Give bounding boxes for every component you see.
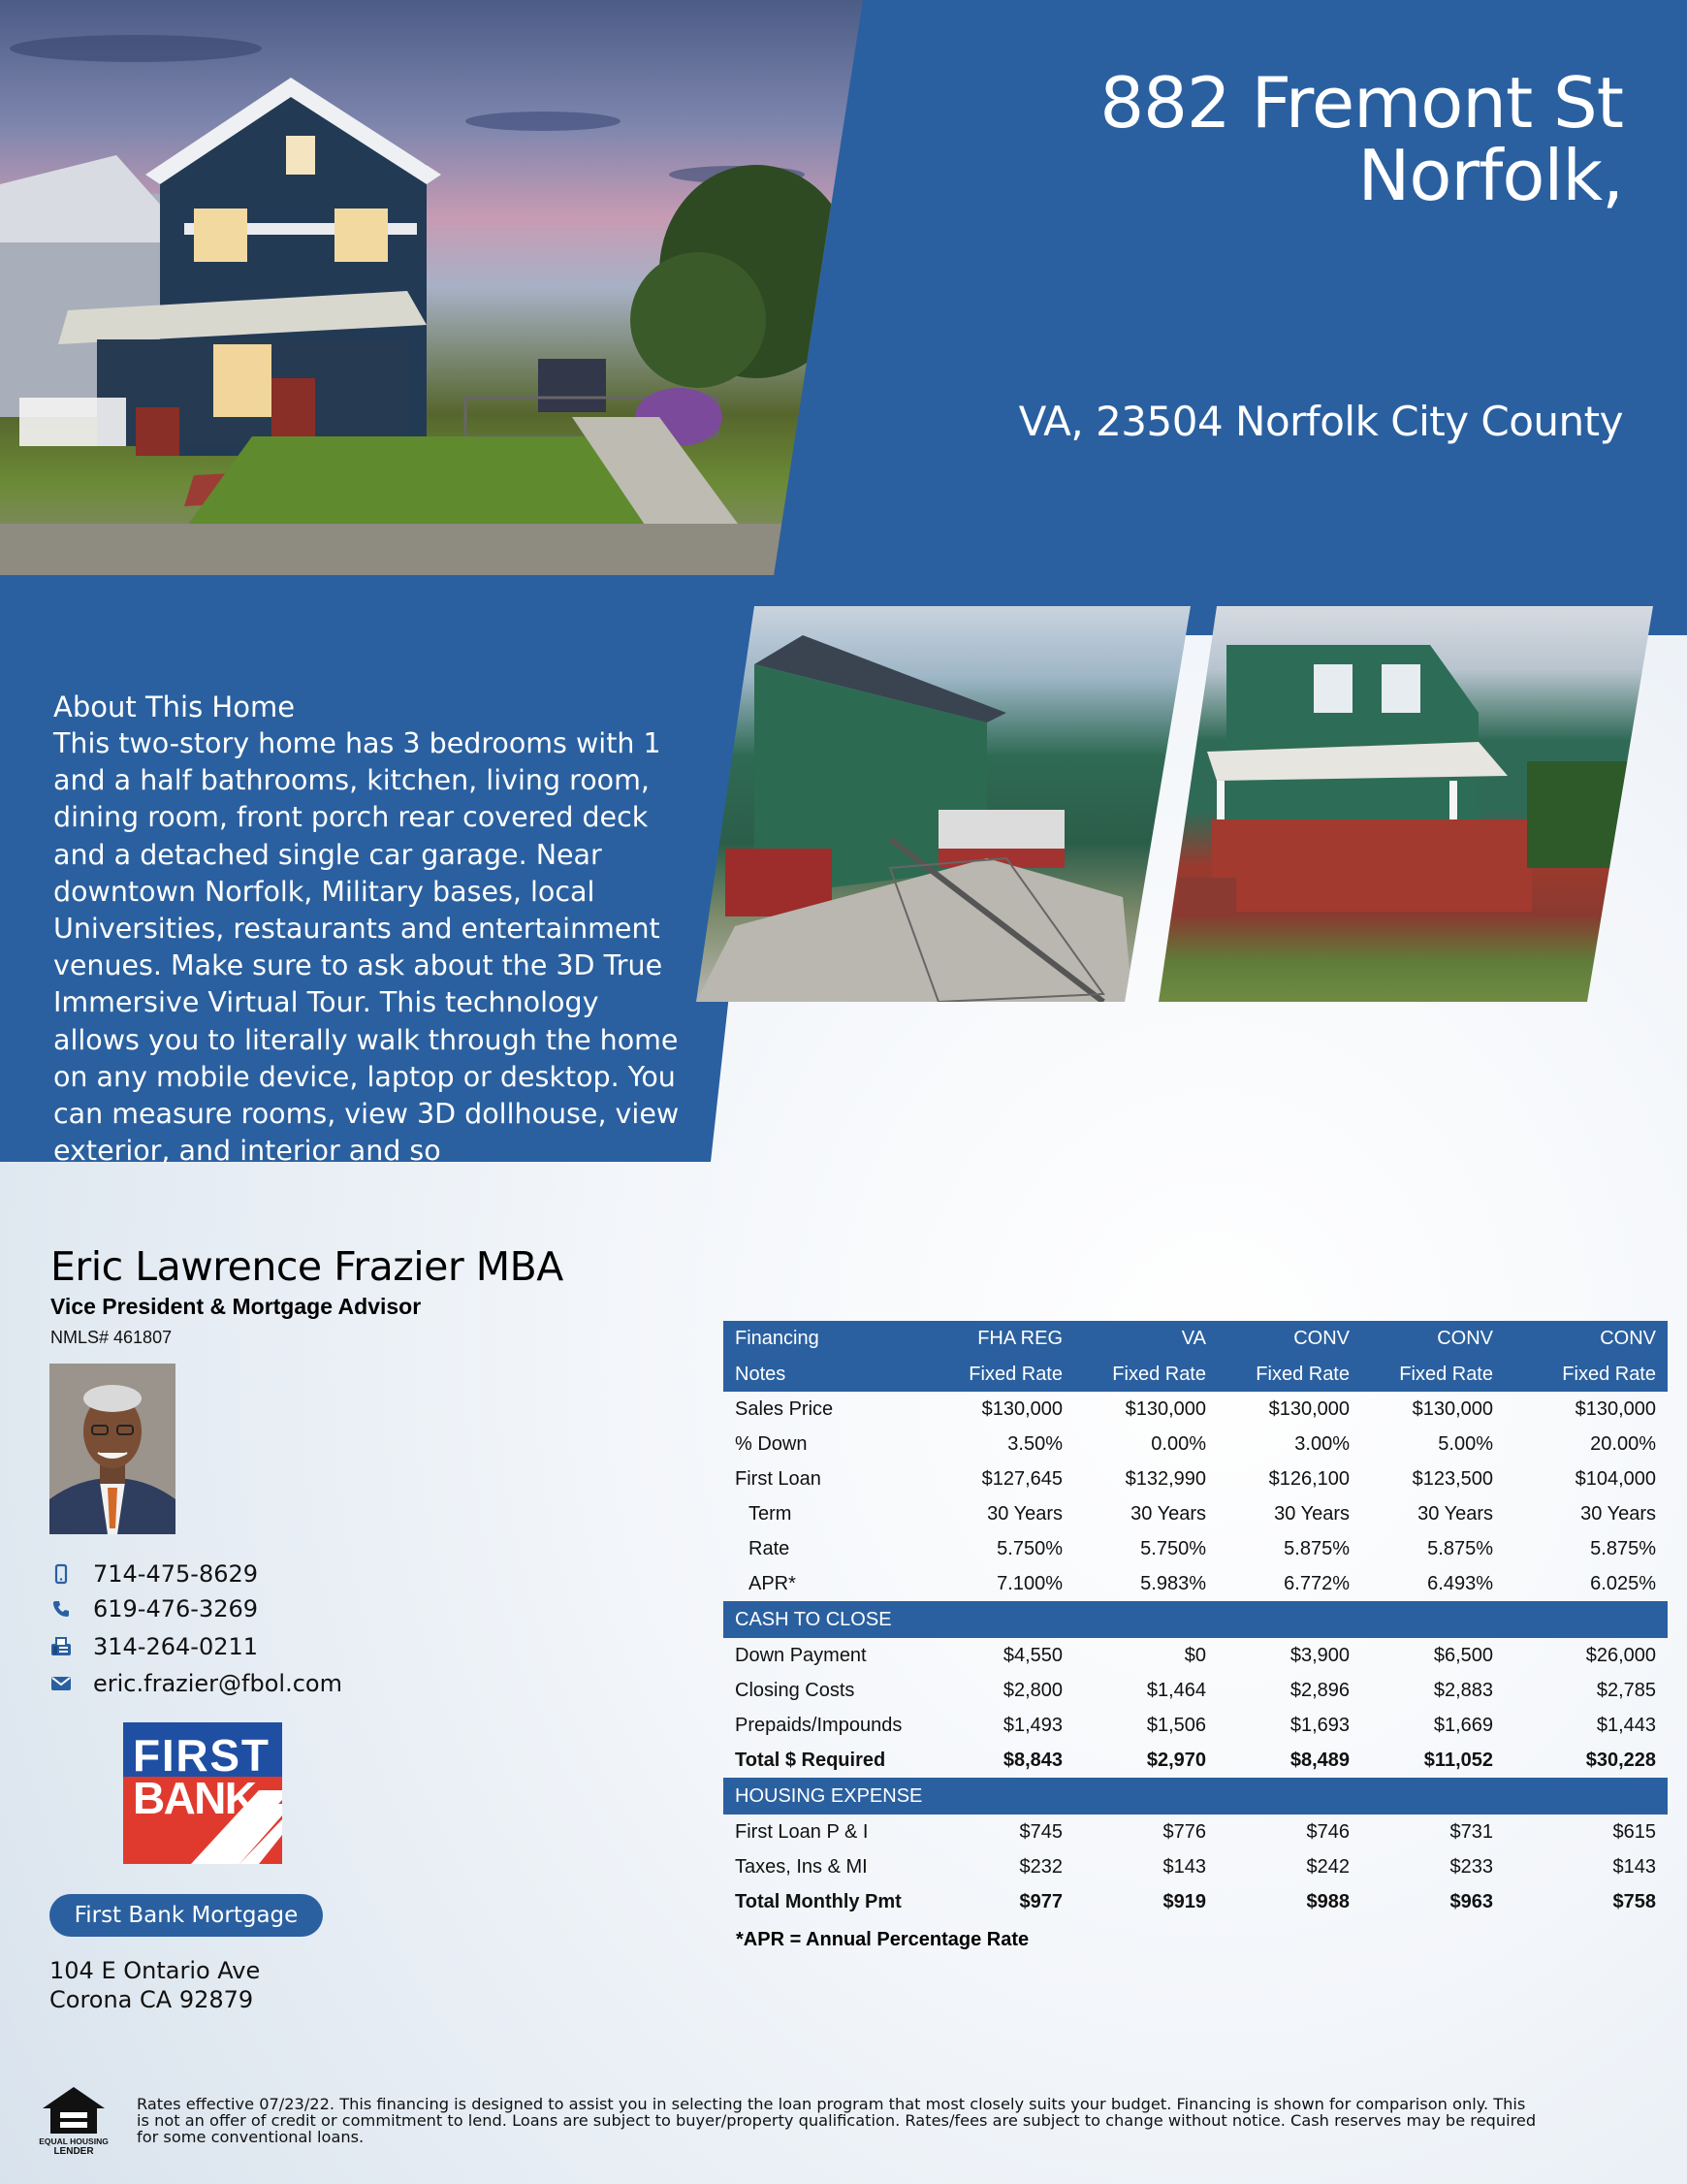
row-value-cell: 6.493%	[1427, 1572, 1493, 1594]
contact-value: eric.frazier@fbol.com	[93, 1670, 342, 1697]
envelope-icon	[50, 1673, 72, 1694]
header-program-cell: Fixed Rate	[1218, 1357, 1361, 1392]
row-value-cell: 7.100%	[997, 1572, 1063, 1594]
header-program-cell: CONV	[1361, 1321, 1505, 1357]
row-label-cell: Term	[748, 1502, 792, 1525]
row-value-cell: $919	[1162, 1890, 1206, 1912]
row-value-cell: $132,990	[1125, 1467, 1206, 1490]
header-program-cell: Fixed Rate	[1505, 1357, 1668, 1392]
agent-nmls: NMLS# 461807	[50, 1328, 173, 1347]
row-label-cell: Total Monthly Pmt	[735, 1890, 902, 1912]
header-program-cell: CONV	[1218, 1321, 1361, 1357]
header-program-cell: CONV	[1505, 1321, 1668, 1357]
mobile-phone-icon	[50, 1563, 72, 1585]
table-header-row	[723, 1321, 1668, 1357]
row-value-cell: $2,970	[1146, 1749, 1206, 1771]
row-value-cell: $745	[1019, 1820, 1063, 1843]
row-value-cell: 5.750%	[997, 1537, 1063, 1559]
header-program-cell: Fixed Rate	[1361, 1357, 1505, 1392]
address-state-zip-county: VA, 23504 Norfolk City County	[1018, 398, 1623, 445]
row-value-cell: $126,100	[1268, 1467, 1350, 1490]
row-value-cell: 0.00%	[1151, 1432, 1206, 1455]
house-rear-photo	[1159, 606, 1653, 1002]
header-program-cell: Fixed Rate	[1074, 1357, 1218, 1392]
row-label-cell: Rate	[748, 1537, 790, 1559]
row-value-cell: 6.772%	[1284, 1572, 1350, 1594]
row-label-cell: Taxes, Ins & MI	[735, 1855, 868, 1878]
row-value-cell: $1,443	[1596, 1714, 1656, 1736]
row-value-cell: $8,843	[1003, 1749, 1063, 1771]
row-value-cell: $30,228	[1585, 1749, 1656, 1771]
row-value-cell: $1,493	[1003, 1714, 1063, 1736]
table-row	[723, 1566, 1668, 1601]
table-row	[723, 1884, 1668, 1919]
office-address-line2: Corona CA 92879	[49, 1986, 254, 2013]
contact-fax[interactable]	[50, 1632, 258, 1661]
row-value-cell: $977	[1019, 1890, 1063, 1912]
table-row	[723, 1531, 1668, 1566]
row-value-cell: 6.025%	[1590, 1572, 1656, 1594]
house-front-photo	[0, 0, 863, 575]
agent-headshot	[49, 1364, 175, 1534]
agent-title: Vice President & Mortgage Advisor	[50, 1294, 422, 1319]
row-value-cell: $143	[1162, 1855, 1206, 1878]
row-value-cell: $6,500	[1433, 1644, 1493, 1666]
eho-text-line2: LENDER	[53, 2146, 94, 2157]
house-side-photo	[696, 606, 1191, 1002]
row-value-cell: $1,464	[1146, 1679, 1206, 1701]
row-value-cell: $232	[1019, 1855, 1063, 1878]
row-value-cell: $4,550	[1003, 1644, 1063, 1666]
row-value-cell: 30 Years	[1417, 1502, 1493, 1525]
row-value-cell: $26,000	[1585, 1644, 1656, 1666]
row-value-cell: 3.50%	[1007, 1432, 1063, 1455]
contact-phone[interactable]	[50, 1594, 258, 1623]
row-value-cell: $11,052	[1423, 1749, 1493, 1771]
row-value-cell: $242	[1306, 1855, 1350, 1878]
row-value-cell: 30 Years	[987, 1502, 1063, 1525]
disclaimer-text: Rates effective 07/23/22. This financing is designed to assist you in selecting the loan program that most closely suits your budget. Financing is shown for comparison only. This is not an offer of credit or commitment to lend. Loans are subject to buyer/property qualification. Rates/fees are subject to change without notice. Cash reserves may be required for some conventional loans.	[137, 2095, 1537, 2146]
address-city: Norfolk,	[1357, 135, 1623, 216]
row-value-cell: 30 Years	[1130, 1502, 1206, 1525]
financing-table-body	[723, 1321, 1668, 1919]
first-bank-logo	[123, 1722, 282, 1864]
address-street: 882 Fremont St	[1099, 62, 1623, 144]
table-row	[723, 1461, 1668, 1496]
apr-note: *APR = Annual Percentage Rate	[736, 1929, 1030, 1950]
table-header-row	[723, 1357, 1668, 1392]
agent-name: Eric Lawrence Frazier MBA	[50, 1243, 563, 1290]
phone-icon	[50, 1598, 72, 1620]
section-housing-expense	[723, 1778, 1668, 1815]
row-value-cell: 5.875%	[1427, 1537, 1493, 1559]
row-value-cell: $130,000	[1125, 1397, 1206, 1420]
row-value-cell: $758	[1612, 1890, 1656, 1912]
row-label-cell: Prepaids/Impounds	[735, 1714, 903, 1736]
contact-email[interactable]	[50, 1669, 342, 1698]
row-value-cell: $1,669	[1433, 1714, 1493, 1736]
financing-table	[723, 1321, 1668, 1919]
office-address-line1: 104 E Ontario Ave	[49, 1957, 261, 1984]
contact-value: 314-264-0211	[93, 1633, 259, 1660]
row-value-cell: $731	[1449, 1820, 1493, 1843]
row-value-cell: $104,000	[1575, 1467, 1656, 1490]
row-value-cell: $1,693	[1289, 1714, 1350, 1736]
row-label-cell: Sales Price	[735, 1397, 834, 1420]
row-value-cell: $615	[1612, 1820, 1656, 1843]
row-value-cell: $143	[1612, 1855, 1656, 1878]
table-row	[723, 1496, 1668, 1531]
about-title: About This Home	[53, 691, 296, 723]
row-value-cell: $127,645	[981, 1467, 1063, 1490]
row-value-cell: $746	[1306, 1820, 1350, 1843]
header-program-cell: Fixed Rate	[927, 1357, 1074, 1392]
row-value-cell: $233	[1449, 1855, 1493, 1878]
row-label-cell: Closing Costs	[735, 1679, 855, 1701]
row-value-cell: $123,500	[1412, 1467, 1493, 1490]
equal-housing-lender-icon	[41, 2085, 107, 2155]
row-label-cell: First Loan	[735, 1467, 821, 1490]
row-value-cell: $0	[1184, 1644, 1206, 1666]
table-row	[723, 1427, 1668, 1461]
contact-value: 619-476-3269	[93, 1595, 259, 1622]
row-label-cell: First Loan P & I	[735, 1820, 869, 1843]
row-value-cell: $2,896	[1289, 1679, 1350, 1701]
fax-icon	[50, 1636, 72, 1657]
row-value-cell: 5.00%	[1438, 1432, 1493, 1455]
header-label-cell: Financing	[723, 1321, 927, 1357]
row-value-cell: $1,506	[1146, 1714, 1206, 1736]
row-value-cell: $2,785	[1596, 1679, 1656, 1701]
row-value-cell: 30 Years	[1580, 1502, 1656, 1525]
row-value-cell: $776	[1162, 1820, 1206, 1843]
row-value-cell: $3,900	[1289, 1644, 1350, 1666]
row-label-cell: APR*	[748, 1572, 796, 1594]
row-label-cell: % Down	[735, 1432, 808, 1455]
company-name-badge: First Bank Mortgage	[49, 1894, 323, 1937]
row-value-cell: $963	[1449, 1890, 1493, 1912]
row-value-cell: 5.875%	[1590, 1537, 1656, 1559]
eho-text-line1: EQUAL HOUSING	[39, 2136, 109, 2146]
row-value-cell: 5.983%	[1140, 1572, 1206, 1594]
table-row	[723, 1849, 1668, 1884]
row-value-cell: 30 Years	[1274, 1502, 1350, 1525]
row-value-cell: $2,883	[1433, 1679, 1493, 1701]
row-value-cell: 20.00%	[1590, 1432, 1656, 1455]
table-row	[723, 1743, 1668, 1778]
table-row	[723, 1638, 1668, 1673]
row-label-cell: Down Payment	[735, 1644, 867, 1666]
bank-logo-word-1: FIRST	[133, 1730, 269, 1781]
table-row	[723, 1392, 1668, 1427]
header-program-cell: VA	[1074, 1321, 1218, 1357]
table-row	[723, 1708, 1668, 1743]
header-program-cell: FHA REG	[927, 1321, 1074, 1357]
bank-logo-word-2: BANK	[133, 1773, 257, 1823]
row-value-cell: 5.875%	[1284, 1537, 1350, 1559]
row-value-cell: $130,000	[1412, 1397, 1493, 1420]
row-value-cell: 5.750%	[1140, 1537, 1206, 1559]
row-value-cell: $2,800	[1003, 1679, 1063, 1701]
row-value-cell: $130,000	[1575, 1397, 1656, 1420]
about-description: This two-story home has 3 bedrooms with 1 and a half bathrooms, kitchen, living room, dining room, front porch rear covered deck and a detached single car garage. Near downtown Norfolk, Military bases, local Universities, restaurants and entertainment venues. Make sure to ask about the 3D True Immersive Virtual Tour. This technology allows you to literally walk through the home on any mobile device, laptop or desktop. You can measure rooms, view 3D dollhouse, view exterior, and interior and so	[53, 727, 680, 1168]
row-value-cell: 3.00%	[1294, 1432, 1350, 1455]
contact-value: 714-475-8629	[93, 1560, 259, 1588]
table-row	[723, 1815, 1668, 1849]
header-label-cell: Notes	[723, 1357, 927, 1392]
row-label-cell: Total $ Required	[735, 1749, 886, 1771]
section-title: CASH TO CLOSE	[723, 1601, 1668, 1638]
table-row	[723, 1673, 1668, 1708]
row-value-cell: $988	[1306, 1890, 1350, 1912]
section-title: HOUSING EXPENSE	[723, 1778, 1668, 1815]
row-value-cell: $130,000	[981, 1397, 1063, 1420]
row-value-cell: $130,000	[1268, 1397, 1350, 1420]
contact-mobile[interactable]	[50, 1559, 258, 1589]
row-value-cell: $8,489	[1289, 1749, 1350, 1771]
section-cash-to-close	[723, 1601, 1668, 1638]
